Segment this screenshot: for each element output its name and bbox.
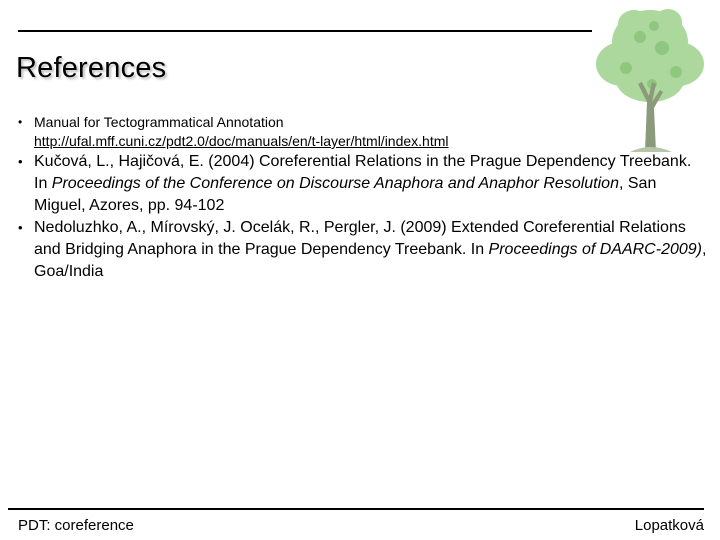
footer-author: Lopatková [634, 517, 704, 534]
bullet: • [18, 154, 23, 169]
footer-topic: PDT: coreference [18, 517, 134, 534]
bullet: • [18, 115, 23, 129]
reference-item [18, 217, 708, 283]
reference-text: Kučová, L., Hajičová, E. (2004) Coreferential Relations in the Prague Dependency Treebank. In [34, 153, 692, 192]
reference-text-end: , Goa/India [34, 241, 707, 280]
slide-title: References [16, 52, 167, 84]
reference-link[interactable]: http://ufal.mff.cuni.cz/pdt2.0/doc/manuals/en/t-layer/html/index.html [34, 133, 449, 149]
reference-venue: Proceedings of the Conference on Discourse Anaphora and Anaphor Resolution [51, 175, 619, 192]
reference-item [18, 151, 708, 217]
reference-text-end: , San Miguel, Azores, pp. 94-102 [34, 175, 657, 214]
references-list [18, 113, 708, 283]
reference-item [18, 113, 708, 151]
title-rule [18, 30, 592, 32]
reference-text: Manual for Tectogrammatical Annotation [34, 114, 284, 130]
reference-text: Nedoluzhko, A., Mírovský, J. Ocelák, R., Pergler, J. (2009) Extended Coreferential Relations and Bridging Anaphora in the Prague Dependency Treebank. In [34, 219, 686, 258]
bullet: • [18, 220, 23, 235]
reference-venue: Proceedings of DAARC-2009) [488, 241, 702, 258]
footer-rule [8, 508, 704, 510]
